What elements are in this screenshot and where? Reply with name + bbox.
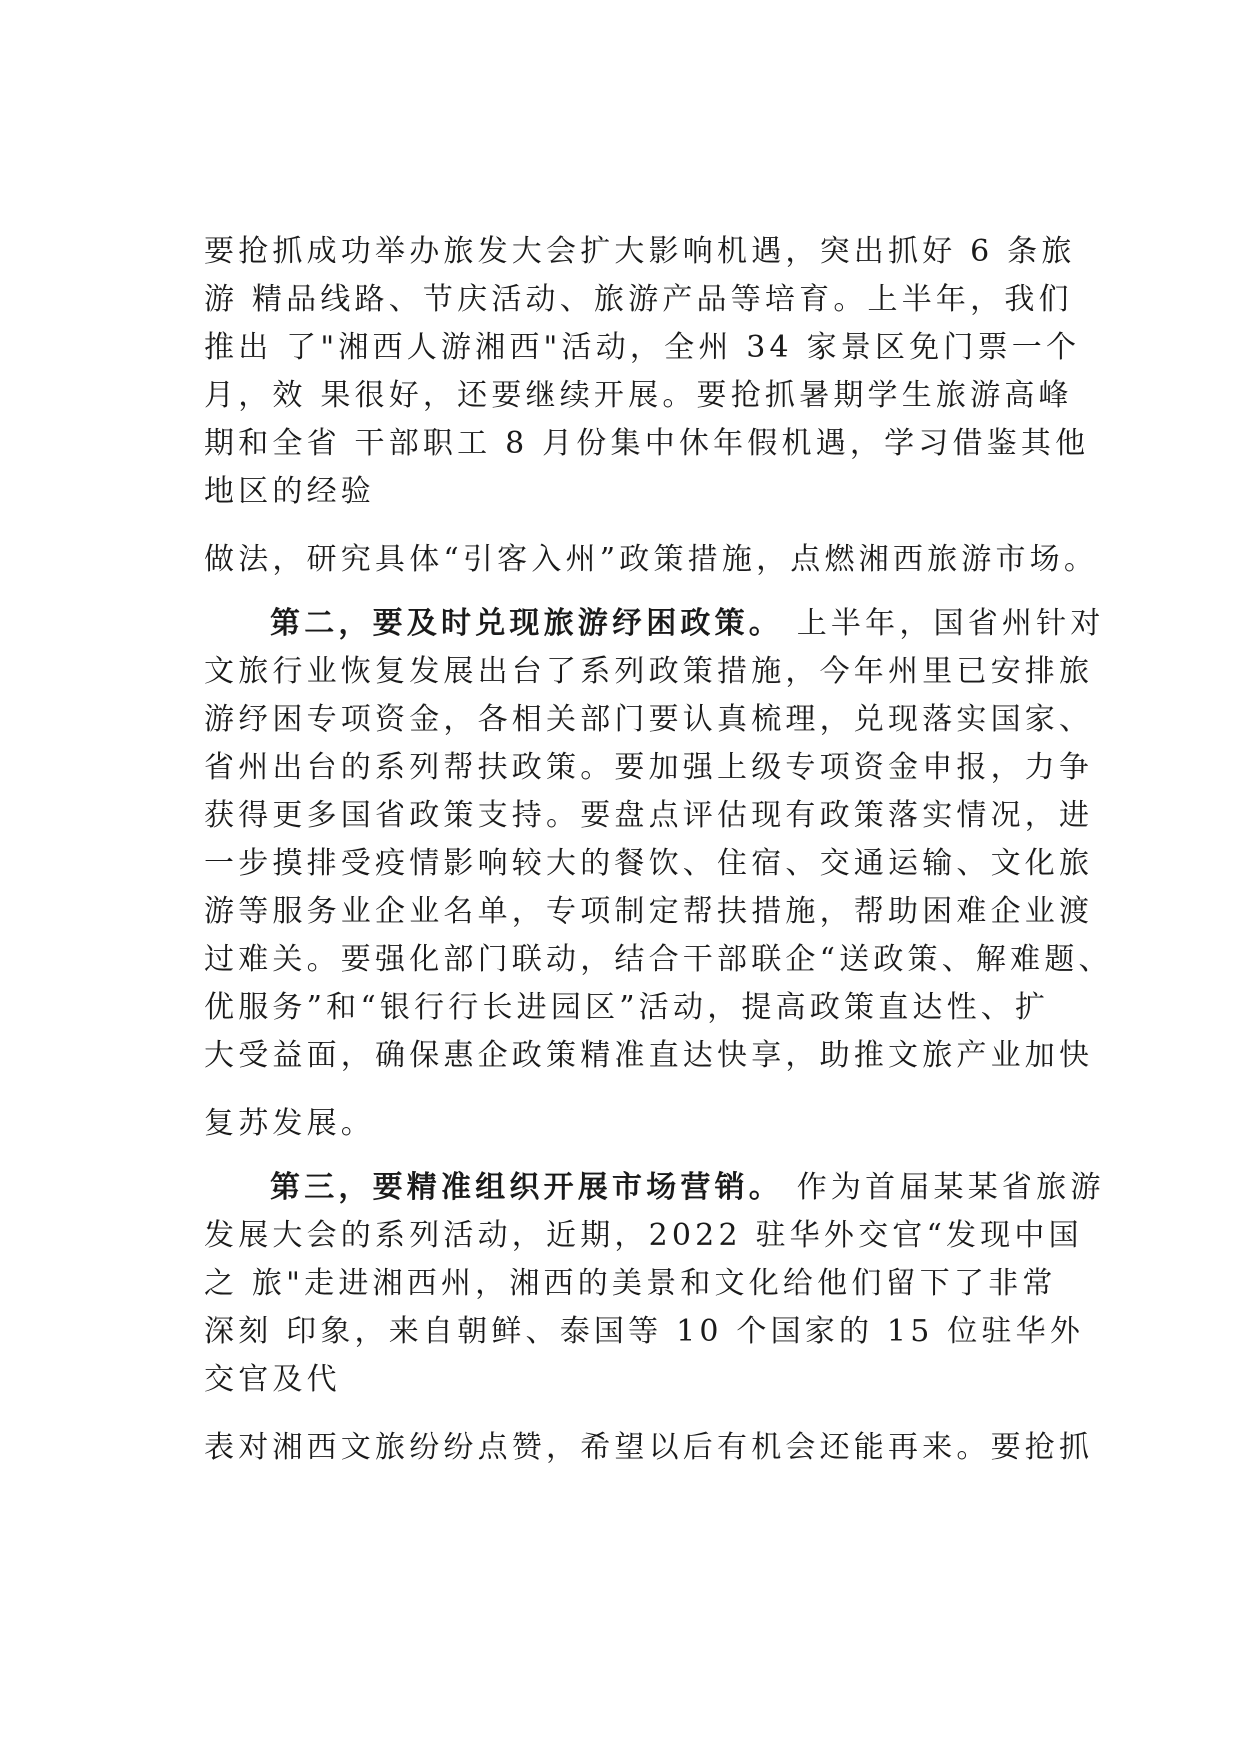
- text-line: 之 旅"走进湘西州，湘西的美景和文化给他们留下了非常: [204, 1266, 1057, 1301]
- text-line: 地区的经验: [204, 474, 375, 509]
- text-line: 游等服务业企业名单，专项制定帮扶措施，帮助困难企业渡: [204, 894, 1094, 929]
- text-line: 游 精品线路、节庆活动、旅游产品等培育。上半年，我们: [204, 282, 1073, 317]
- section-heading-line: [270, 604, 1150, 644]
- text-line: 大受益面，确保惠企政策精准直达快享，助推文旅产业加快: [204, 1038, 1094, 1073]
- text-line: 复苏发展。: [204, 1106, 375, 1141]
- text-line: 一步摸排受疫情影响较大的餐饮、住宿、交通运输、文化旅: [204, 846, 1094, 881]
- text-line: 做法，研究具体“引客入州”政策措施，点燃湘西旅游市场。: [204, 542, 1099, 577]
- text-line: 深刻 印象，来自朝鲜、泰国等 10 个国家的 15 位驻华外: [204, 1314, 1085, 1349]
- text-line: 期和全省 干部职工 8 月份集中休年假机遇，学习借鉴其他: [204, 426, 1090, 461]
- text-line: 过难关。要强化部门联动，结合干部联企“送政策、解难题、: [204, 942, 1113, 977]
- text-line: 省州出台的系列帮扶政策。要加强上级专项资金申报，力争: [204, 750, 1094, 785]
- section-heading-line: [270, 1168, 1150, 1208]
- text-line: 交官及代: [204, 1362, 341, 1397]
- text-line: 获得更多国省政策支持。要盘点评估现有政策落实情况，进: [204, 798, 1094, 833]
- text-line: 发展大会的系列活动，近期，2022 驻华外交官“发现中国: [204, 1218, 1083, 1253]
- section-heading: 第三，要精准组织开展市场营销。: [270, 1170, 783, 1205]
- text-line: 表对湘西文旅纷纷点赞，希望以后有机会还能再来。要抢抓: [204, 1430, 1094, 1465]
- text-line: 游纾困专项资金，各相关部门要认真梳理，兑现落实国家、: [204, 702, 1094, 737]
- text-line: 文旅行业恢复发展出台了系列政策措施，今年州里已安排旅: [204, 654, 1094, 689]
- text-line: 要抢抓成功举办旅发大会扩大影响机遇，突出抓好 6 条旅: [204, 234, 1076, 269]
- text-line: 推出 了"湘西人游湘西"活动，全州 34 家景区免门票一个: [204, 330, 1081, 365]
- text-line: 优服务”和“银行行长进园区”活动，提高政策直达性、扩: [204, 990, 1050, 1025]
- heading-continuation: 上半年，国省州针对: [783, 606, 1105, 641]
- heading-continuation: 作为首届某某省旅游: [783, 1170, 1105, 1205]
- section-heading: 第二，要及时兑现旅游纾困政策。: [270, 606, 783, 641]
- text-line: 月，效 果很好，还要继续开展。要抢抓暑期学生旅游高峰: [204, 378, 1073, 413]
